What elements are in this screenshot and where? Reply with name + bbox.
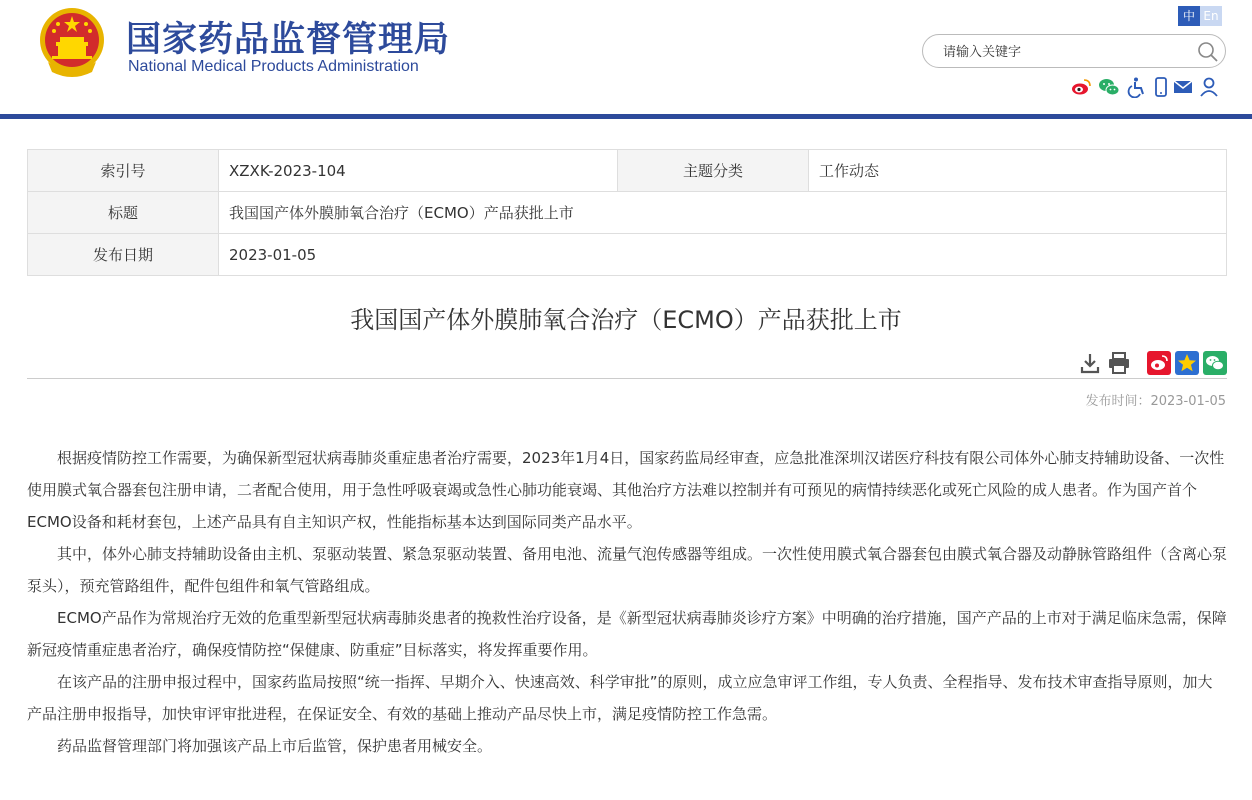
favorite-share-icon[interactable] <box>1175 351 1199 375</box>
search-box <box>922 34 1226 68</box>
topic-value: 工作动态 <box>809 150 1227 192</box>
download-icon[interactable] <box>1078 351 1102 375</box>
article-paragraph: 其中，体外心肺支持辅助设备由主机、泵驱动装置、紧急泵驱动装置、备用电池、流量气泡传感器等组成。一次性使用膜式氧合器套包由膜式氧合器及动静脉管路组件（含离心泵泵头），预充管路组件，配件包组件和氧气管路组成。 <box>27 545 1228 595</box>
weibo-share-icon[interactable] <box>1147 351 1171 375</box>
date-value: 2023-01-05 <box>219 234 1227 276</box>
site-title-cn: 国家药品监督管理局 <box>126 20 451 60</box>
search-icon[interactable] <box>1197 41 1219 63</box>
print-icon[interactable] <box>1107 351 1131 375</box>
title-value: 我国国产体外膜肺氧合治疗（ECMO）产品获批上市 <box>219 192 1227 234</box>
title-label: 标题 <box>28 192 219 234</box>
weibo-icon[interactable] <box>1070 76 1092 98</box>
national-emblem-icon <box>38 6 106 78</box>
article-paragraph: 根据疫情防控工作需要，为确保新型冠状病毒肺炎重症患者治疗需要，2023年1月4日，国家药监局经审查，应急批准深圳汉诺医疗科技有限公司体外心肺支持辅助设备、一次性使用膜式氧合器套包注册申请，二者配合使用，用于急性呼吸衰竭或急性心肺功能衰竭、其他治疗方法难以控制并有可预见的病情持续恶化或死亡风险的成人患者。作为国产首个ECMO设备和耗材套包，上述产品具有自主知识产权，性能指标基本达到国际同类产品水平。 <box>27 449 1225 531</box>
date-label: 发布日期 <box>28 234 219 276</box>
article-paragraph: 在该产品的注册申报过程中，国家药监局按照“统一指挥、早期介入、快速高效、科学审批”的原则，成立应急审评工作组，专人负责、全程指导、发布技术审查指导原则，加大产品注册申报指导，加快审评审批进程，在保证安全、有效的基础上推动产品尽快上市，满足疫情防控工作急需。 <box>27 673 1213 723</box>
user-icon[interactable] <box>1198 76 1220 98</box>
publish-time: 发布时间：2023-01-05 <box>1085 394 1226 409</box>
wechat-share-icon[interactable] <box>1203 351 1227 375</box>
header-divider <box>0 114 1252 119</box>
mobile-icon[interactable] <box>1150 76 1172 98</box>
mail-icon[interactable] <box>1172 76 1194 98</box>
lang-english-button[interactable]: En <box>1200 6 1222 26</box>
article-title: 我国国产体外膜肺氧合治疗（ECMO）产品获批上市 <box>350 306 902 334</box>
meta-row <box>28 234 1227 276</box>
lang-chinese-button[interactable]: 中 <box>1178 6 1200 26</box>
article-paragraph: ECMO产品作为常规治疗无效的危重型新型冠状病毒肺炎患者的挽救性治疗设备，是《新型冠状病毒肺炎诊疗方案》中明确的治疗措施，国产产品的上市对于满足临床急需，保障新冠疫情重症患者治疗，确保疫情防控“保健康、防重症”目标落实，将发挥重要作用。 <box>27 609 1227 659</box>
index-label: 索引号 <box>28 150 219 192</box>
site-title-en: National Medical Products Administration <box>128 58 419 75</box>
site-header <box>0 0 1252 114</box>
title-divider <box>27 378 1227 379</box>
search-input[interactable] <box>941 41 1185 63</box>
topic-label: 主题分类 <box>618 150 809 192</box>
meta-row <box>28 192 1227 234</box>
accessibility-icon[interactable] <box>1126 76 1148 98</box>
article-meta-table <box>27 149 1227 276</box>
meta-row <box>28 150 1227 192</box>
index-value: XZXK-2023-104 <box>219 150 618 192</box>
wechat-icon[interactable] <box>1098 76 1120 98</box>
article-paragraph: 药品监督管理部门将加强该产品上市后监管，保护患者用械安全。 <box>57 737 493 755</box>
article-body <box>27 442 1227 762</box>
